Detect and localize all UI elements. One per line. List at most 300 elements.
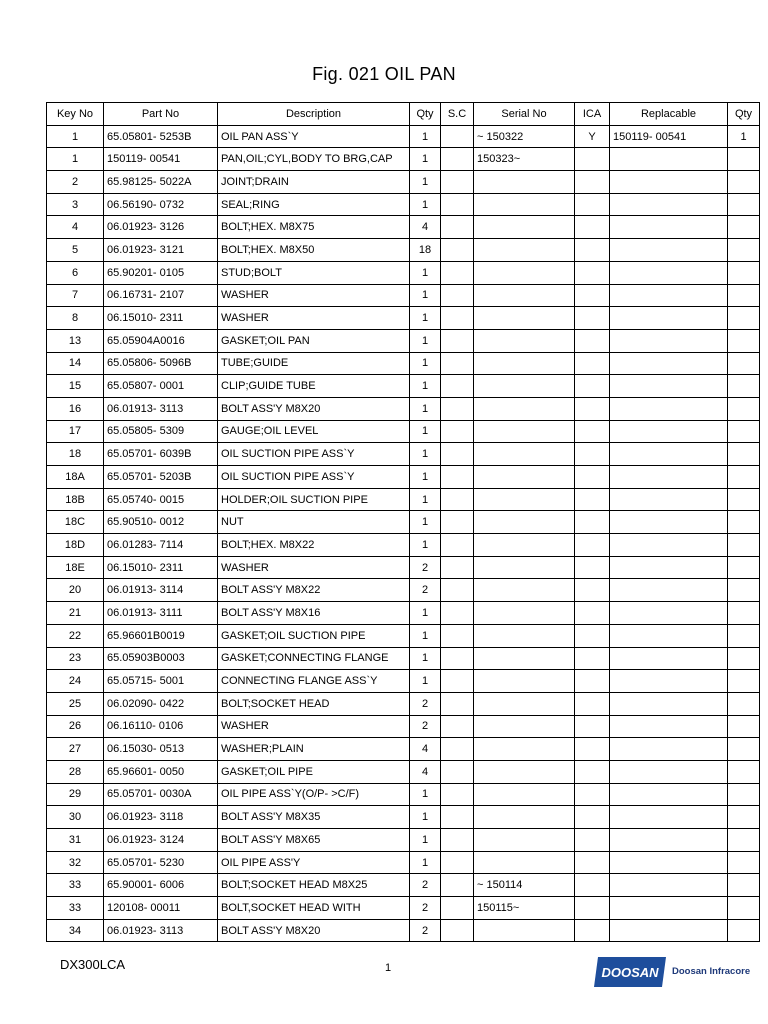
- description-cell: JOINT;DRAIN: [218, 171, 410, 194]
- replacable-qty-cell: [728, 738, 760, 761]
- sc-cell: [441, 284, 474, 307]
- serial-no-cell: [474, 375, 575, 398]
- col-header-key-no: Key No: [47, 103, 104, 126]
- table-row: [47, 692, 760, 715]
- part-no-cell: 06.01283- 7114: [104, 534, 218, 557]
- key-no-cell: 5: [47, 239, 104, 262]
- table-row: [47, 284, 760, 307]
- replacable-cell: [610, 760, 728, 783]
- replacable-qty-cell: [728, 556, 760, 579]
- serial-no-cell: ~ 150114: [474, 874, 575, 897]
- ica-cell: [575, 624, 610, 647]
- ica-cell: [575, 171, 610, 194]
- col-header-replacable: Replacable: [610, 103, 728, 126]
- part-no-cell: 65.05801- 5253B: [104, 125, 218, 148]
- col-header-description: Description: [218, 103, 410, 126]
- table-row: [47, 397, 760, 420]
- qty-cell: 1: [410, 352, 441, 375]
- qty-cell: 1: [410, 806, 441, 829]
- key-no-cell: 20: [47, 579, 104, 602]
- replacable-cell: [610, 171, 728, 194]
- description-cell: SEAL;RING: [218, 193, 410, 216]
- part-no-cell: 65.98125- 5022A: [104, 171, 218, 194]
- part-no-cell: 06.16110- 0106: [104, 715, 218, 738]
- table-row: [47, 148, 760, 171]
- part-no-cell: 06.56190- 0732: [104, 193, 218, 216]
- part-no-cell: 65.05701- 5203B: [104, 466, 218, 489]
- qty-cell: 1: [410, 148, 441, 171]
- description-cell: GASKET;OIL SUCTION PIPE: [218, 624, 410, 647]
- replacable-qty-cell: [728, 874, 760, 897]
- ica-cell: [575, 602, 610, 625]
- description-cell: NUT: [218, 511, 410, 534]
- part-no-cell: 65.05807- 0001: [104, 375, 218, 398]
- table-row: [47, 352, 760, 375]
- sc-cell: [441, 738, 474, 761]
- description-cell: BOLT ASS'Y M8X16: [218, 602, 410, 625]
- serial-no-cell: [474, 647, 575, 670]
- table-row: [47, 602, 760, 625]
- replacable-cell: [610, 783, 728, 806]
- table-row: [47, 874, 760, 897]
- sc-cell: [441, 375, 474, 398]
- part-no-cell: 06.01923- 3118: [104, 806, 218, 829]
- table-row: [47, 534, 760, 557]
- sc-cell: [441, 148, 474, 171]
- ica-cell: [575, 307, 610, 330]
- table-row: [47, 125, 760, 148]
- part-no-cell: 65.05806- 5096B: [104, 352, 218, 375]
- part-no-cell: 06.02090- 0422: [104, 692, 218, 715]
- replacable-cell: [610, 874, 728, 897]
- part-no-cell: 65.90201- 0105: [104, 261, 218, 284]
- table-row: [47, 239, 760, 262]
- table-row: [47, 851, 760, 874]
- ica-cell: [575, 352, 610, 375]
- qty-cell: 1: [410, 488, 441, 511]
- table-row: [47, 171, 760, 194]
- qty-cell: 1: [410, 397, 441, 420]
- qty-cell: 1: [410, 375, 441, 398]
- description-cell: WASHER: [218, 556, 410, 579]
- serial-no-cell: 150323~: [474, 148, 575, 171]
- key-no-cell: 27: [47, 738, 104, 761]
- ica-cell: [575, 239, 610, 262]
- qty-cell: 1: [410, 783, 441, 806]
- part-no-cell: 65.96601- 0050: [104, 760, 218, 783]
- replacable-cell: [610, 216, 728, 239]
- col-header-serial-no: Serial No: [474, 103, 575, 126]
- qty-cell: 1: [410, 125, 441, 148]
- table-row: [47, 760, 760, 783]
- model-label: DX300LCA: [60, 957, 126, 972]
- ica-cell: [575, 806, 610, 829]
- replacable-qty-cell: [728, 261, 760, 284]
- qty-cell: 2: [410, 715, 441, 738]
- logo-wordmark: DOOSAN: [601, 965, 659, 980]
- qty-cell: 1: [410, 284, 441, 307]
- ica-cell: [575, 284, 610, 307]
- replacable-qty-cell: [728, 216, 760, 239]
- table-row: [47, 307, 760, 330]
- qty-cell: 1: [410, 466, 441, 489]
- replacable-cell: [610, 897, 728, 920]
- ica-cell: [575, 397, 610, 420]
- serial-no-cell: ~ 150322: [474, 125, 575, 148]
- part-no-cell: 120108- 00011: [104, 897, 218, 920]
- serial-no-cell: [474, 443, 575, 466]
- parts-table-body: [47, 125, 760, 942]
- key-no-cell: 1: [47, 125, 104, 148]
- key-no-cell: 21: [47, 602, 104, 625]
- brand-subtitle: Doosan Infracore: [672, 966, 751, 977]
- replacable-qty-cell: 1: [728, 125, 760, 148]
- description-cell: BOLT;HEX. M8X50: [218, 239, 410, 262]
- replacable-qty-cell: [728, 670, 760, 693]
- table-row: [47, 624, 760, 647]
- sc-cell: [441, 488, 474, 511]
- description-cell: OIL SUCTION PIPE ASS`Y: [218, 443, 410, 466]
- replacable-cell: [610, 397, 728, 420]
- ica-cell: [575, 851, 610, 874]
- serial-no-cell: [474, 420, 575, 443]
- key-no-cell: 16: [47, 397, 104, 420]
- part-no-cell: 65.90510- 0012: [104, 511, 218, 534]
- ica-cell: [575, 375, 610, 398]
- replacable-qty-cell: [728, 624, 760, 647]
- table-row: [47, 647, 760, 670]
- description-cell: OIL PIPE ASS`Y(O/P- >C/F): [218, 783, 410, 806]
- sc-cell: [441, 125, 474, 148]
- replacable-qty-cell: [728, 443, 760, 466]
- replacable-qty-cell: [728, 897, 760, 920]
- key-no-cell: 18: [47, 443, 104, 466]
- key-no-cell: 33: [47, 874, 104, 897]
- replacable-cell: [610, 738, 728, 761]
- description-cell: BOLT ASS'Y M8X65: [218, 829, 410, 852]
- sc-cell: [441, 579, 474, 602]
- ica-cell: [575, 216, 610, 239]
- replacable-cell: [610, 579, 728, 602]
- replacable-qty-cell: [728, 466, 760, 489]
- qty-cell: 18: [410, 239, 441, 262]
- qty-cell: 1: [410, 534, 441, 557]
- ica-cell: [575, 874, 610, 897]
- table-row: [47, 443, 760, 466]
- key-no-cell: 18D: [47, 534, 104, 557]
- description-cell: BOLT;SOCKET HEAD M8X25: [218, 874, 410, 897]
- part-no-cell: 65.05805- 5309: [104, 420, 218, 443]
- description-cell: GAUGE;OIL LEVEL: [218, 420, 410, 443]
- sc-cell: [441, 443, 474, 466]
- table-row: [47, 216, 760, 239]
- replacable-qty-cell: [728, 783, 760, 806]
- serial-no-cell: [474, 488, 575, 511]
- qty-cell: 1: [410, 602, 441, 625]
- key-no-cell: 14: [47, 352, 104, 375]
- serial-no-cell: [474, 829, 575, 852]
- replacable-cell: [610, 715, 728, 738]
- qty-cell: 2: [410, 897, 441, 920]
- replacable-qty-cell: [728, 829, 760, 852]
- table-row: [47, 579, 760, 602]
- replacable-cell: [610, 556, 728, 579]
- qty-cell: 1: [410, 851, 441, 874]
- key-no-cell: 18E: [47, 556, 104, 579]
- part-no-cell: 65.05701- 5230: [104, 851, 218, 874]
- sc-cell: [441, 829, 474, 852]
- key-no-cell: 18B: [47, 488, 104, 511]
- description-cell: CONNECTING FLANGE ASS`Y: [218, 670, 410, 693]
- sc-cell: [441, 760, 474, 783]
- sc-cell: [441, 919, 474, 942]
- key-no-cell: 24: [47, 670, 104, 693]
- sc-cell: [441, 602, 474, 625]
- serial-no-cell: [474, 261, 575, 284]
- replacable-cell: [610, 919, 728, 942]
- description-cell: GASKET;OIL PIPE: [218, 760, 410, 783]
- ica-cell: Y: [575, 125, 610, 148]
- replacable-cell: [610, 647, 728, 670]
- ica-cell: [575, 193, 610, 216]
- replacable-qty-cell: [728, 692, 760, 715]
- key-no-cell: 23: [47, 647, 104, 670]
- qty-cell: 4: [410, 738, 441, 761]
- ica-cell: [575, 783, 610, 806]
- replacable-qty-cell: [728, 534, 760, 557]
- part-no-cell: 65.90001- 6006: [104, 874, 218, 897]
- serial-no-cell: [474, 216, 575, 239]
- serial-no-cell: [474, 783, 575, 806]
- description-cell: WASHER: [218, 307, 410, 330]
- part-no-cell: 06.16731- 2107: [104, 284, 218, 307]
- key-no-cell: 30: [47, 806, 104, 829]
- serial-no-cell: [474, 171, 575, 194]
- sc-cell: [441, 670, 474, 693]
- sc-cell: [441, 171, 474, 194]
- ica-cell: [575, 420, 610, 443]
- sc-cell: [441, 851, 474, 874]
- sc-cell: [441, 466, 474, 489]
- key-no-cell: 1: [47, 148, 104, 171]
- qty-cell: 1: [410, 624, 441, 647]
- col-header-sc: S.C: [441, 103, 474, 126]
- replacable-qty-cell: [728, 307, 760, 330]
- replacable-cell: [610, 670, 728, 693]
- ica-cell: [575, 647, 610, 670]
- ica-cell: [575, 692, 610, 715]
- table-row: [47, 511, 760, 534]
- table-row: [47, 670, 760, 693]
- table-row: [47, 261, 760, 284]
- description-cell: HOLDER;OIL SUCTION PIPE: [218, 488, 410, 511]
- ica-cell: [575, 738, 610, 761]
- sc-cell: [441, 307, 474, 330]
- replacable-qty-cell: [728, 375, 760, 398]
- replacable-qty-cell: [728, 760, 760, 783]
- part-no-cell: 65.05701- 0030A: [104, 783, 218, 806]
- replacable-qty-cell: [728, 715, 760, 738]
- key-no-cell: 3: [47, 193, 104, 216]
- sc-cell: [441, 692, 474, 715]
- parts-table: [46, 102, 760, 942]
- serial-no-cell: [474, 352, 575, 375]
- part-no-cell: 65.05701- 6039B: [104, 443, 218, 466]
- col-header-qty: Qty: [410, 103, 441, 126]
- sc-cell: [441, 193, 474, 216]
- replacable-qty-cell: [728, 488, 760, 511]
- part-no-cell: 65.05715- 5001: [104, 670, 218, 693]
- replacable-qty-cell: [728, 352, 760, 375]
- table-row: [47, 420, 760, 443]
- table-row: [47, 783, 760, 806]
- description-cell: BOLT,SOCKET HEAD WITH: [218, 897, 410, 920]
- ica-cell: [575, 443, 610, 466]
- sc-cell: [441, 715, 474, 738]
- replacable-qty-cell: [728, 397, 760, 420]
- qty-cell: 1: [410, 829, 441, 852]
- serial-no-cell: [474, 670, 575, 693]
- part-no-cell: 65.96601B0019: [104, 624, 218, 647]
- part-no-cell: 65.05903B0003: [104, 647, 218, 670]
- replacable-qty-cell: [728, 806, 760, 829]
- replacable-qty-cell: [728, 851, 760, 874]
- col-header-part-no: Part No: [104, 103, 218, 126]
- table-row: [47, 488, 760, 511]
- description-cell: PAN,OIL;CYL,BODY TO BRG,CAP: [218, 148, 410, 171]
- description-cell: OIL PAN ASS`Y: [218, 125, 410, 148]
- sc-cell: [441, 420, 474, 443]
- part-no-cell: 06.01923- 3113: [104, 919, 218, 942]
- serial-no-cell: [474, 193, 575, 216]
- serial-no-cell: [474, 511, 575, 534]
- sc-cell: [441, 329, 474, 352]
- ica-cell: [575, 670, 610, 693]
- replacable-cell: [610, 352, 728, 375]
- col-header-ica: ICA: [575, 103, 610, 126]
- part-no-cell: 06.15030- 0513: [104, 738, 218, 761]
- serial-no-cell: [474, 624, 575, 647]
- serial-no-cell: [474, 307, 575, 330]
- sc-cell: [441, 511, 474, 534]
- ica-cell: [575, 897, 610, 920]
- replacable-cell: 150119- 00541: [610, 125, 728, 148]
- page-title: Fig. 021 OIL PAN: [312, 64, 456, 84]
- replacable-cell: [610, 239, 728, 262]
- replacable-cell: [610, 420, 728, 443]
- key-no-cell: 18A: [47, 466, 104, 489]
- part-no-cell: 06.01923- 3124: [104, 829, 218, 852]
- replacable-cell: [610, 329, 728, 352]
- qty-cell: 1: [410, 420, 441, 443]
- replacable-qty-cell: [728, 579, 760, 602]
- qty-cell: 1: [410, 307, 441, 330]
- sc-cell: [441, 239, 474, 262]
- part-no-cell: 65.05904A0016: [104, 329, 218, 352]
- key-no-cell: 7: [47, 284, 104, 307]
- key-no-cell: 17: [47, 420, 104, 443]
- replacable-cell: [610, 624, 728, 647]
- replacable-qty-cell: [728, 329, 760, 352]
- part-no-cell: 06.15010- 2311: [104, 307, 218, 330]
- qty-cell: 4: [410, 216, 441, 239]
- serial-no-cell: [474, 284, 575, 307]
- replacable-cell: [610, 602, 728, 625]
- description-cell: BOLT;HEX. M8X22: [218, 534, 410, 557]
- ica-cell: [575, 466, 610, 489]
- ica-cell: [575, 715, 610, 738]
- table-row: [47, 375, 760, 398]
- serial-no-cell: [474, 239, 575, 262]
- table-row: [47, 556, 760, 579]
- qty-cell: 2: [410, 874, 441, 897]
- part-no-cell: 150119- 00541: [104, 148, 218, 171]
- replacable-cell: [610, 851, 728, 874]
- description-cell: BOLT ASS'Y M8X20: [218, 919, 410, 942]
- serial-no-cell: [474, 806, 575, 829]
- description-cell: GASKET;CONNECTING FLANGE: [218, 647, 410, 670]
- replacable-cell: [610, 193, 728, 216]
- serial-no-cell: [474, 919, 575, 942]
- serial-no-cell: [474, 692, 575, 715]
- replacable-qty-cell: [728, 420, 760, 443]
- key-no-cell: 15: [47, 375, 104, 398]
- table-row: [47, 193, 760, 216]
- description-cell: BOLT ASS'Y M8X22: [218, 579, 410, 602]
- sc-cell: [441, 534, 474, 557]
- key-no-cell: 8: [47, 307, 104, 330]
- description-cell: WASHER: [218, 715, 410, 738]
- ica-cell: [575, 534, 610, 557]
- table-row: [47, 897, 760, 920]
- replacable-qty-cell: [728, 602, 760, 625]
- page-number: 1: [385, 962, 392, 974]
- sc-cell: [441, 352, 474, 375]
- description-cell: GASKET;OIL PAN: [218, 329, 410, 352]
- description-cell: CLIP;GUIDE TUBE: [218, 375, 410, 398]
- sc-cell: [441, 624, 474, 647]
- part-no-cell: 06.01923- 3121: [104, 239, 218, 262]
- qty-cell: 2: [410, 556, 441, 579]
- qty-cell: 1: [410, 329, 441, 352]
- sc-cell: [441, 783, 474, 806]
- part-no-cell: 06.01913- 3111: [104, 602, 218, 625]
- serial-no-cell: [474, 738, 575, 761]
- replacable-cell: [610, 534, 728, 557]
- col-header-replacable-qty: Qty: [728, 103, 760, 126]
- key-no-cell: 22: [47, 624, 104, 647]
- replacable-cell: [610, 261, 728, 284]
- key-no-cell: 6: [47, 261, 104, 284]
- table-row: [47, 715, 760, 738]
- part-no-cell: 65.05740- 0015: [104, 488, 218, 511]
- replacable-cell: [610, 375, 728, 398]
- ica-cell: [575, 919, 610, 942]
- replacable-qty-cell: [728, 284, 760, 307]
- key-no-cell: 33: [47, 897, 104, 920]
- ica-cell: [575, 556, 610, 579]
- table-row: [47, 329, 760, 352]
- sc-cell: [441, 397, 474, 420]
- table-header-row: [47, 103, 760, 126]
- description-cell: BOLT ASS'Y M8X20: [218, 397, 410, 420]
- sc-cell: [441, 261, 474, 284]
- key-no-cell: 31: [47, 829, 104, 852]
- ica-cell: [575, 829, 610, 852]
- replacable-qty-cell: [728, 148, 760, 171]
- key-no-cell: 13: [47, 329, 104, 352]
- serial-no-cell: 150115~: [474, 897, 575, 920]
